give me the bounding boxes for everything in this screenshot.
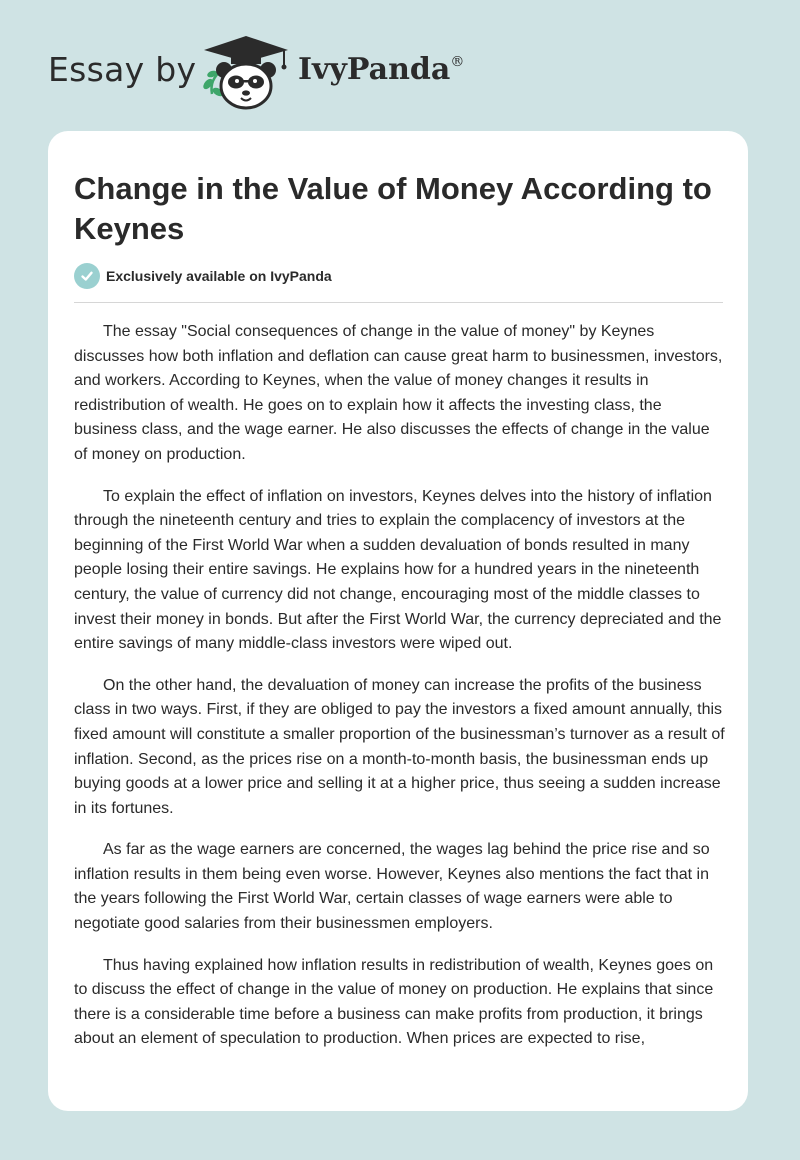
exclusive-badge-label: Exclusively available on IvyPanda — [106, 268, 332, 284]
paragraph: Thus having explained how inflation results in redistribution of wealth, Keynes goes on to discuss the effect of change in the value of money on production. He explains that since there is a considerable time before a business can make profits from production, it brings about an element of speculation to production. When prices are expected to rise, — [74, 956, 714, 1048]
article-body — [74, 320, 725, 1069]
site-header — [0, 0, 800, 130]
brand-name: IvyPanda — [298, 52, 451, 87]
article-card — [48, 131, 748, 1111]
article-title: Change in the Value of Money According to Keynes — [74, 171, 712, 246]
brand-logo[interactable] — [298, 52, 464, 87]
essay-by-label: Essay by — [48, 50, 197, 89]
paragraph: The essay "Social consequences of change in the value of money" by Keynes discusses how both inflation and deflation can cause great harm to businessmen, investors, and workers. According to Keynes, when the value of money changes it results in redistribution of wealth. He goes on to explain how it affects the investing class, the business class, and the wage earner. He also discusses the effects of change in the value of money on production. — [74, 323, 723, 463]
exclusive-badge — [74, 263, 332, 289]
paragraph: On the other hand, the devaluation of money can increase the profits of the business class in two ways. First, if they are obliged to pay the investors a fixed amount annually, this fixed amount will constitute a smaller proportion of the businessman’s turnover as a result of inflation. Second, as the prices rise on a month-to-month basis, the businessman ends up buying goods at a lower price and selling it at a higher price, thus seeing a sudden increase in its fortunes. — [74, 676, 725, 817]
check-icon — [74, 263, 100, 289]
divider — [74, 302, 723, 303]
paragraph: To explain the effect of inflation on investors, Keynes delves into the history of inflation through the nineteenth century and tries to explain the complacency of investors at the beginning of the First World War when a sudden devaluation of bonds resulted in many people losing their entire savings. He explains how for a hundred years in the nineteenth century, the value of currency did not change, encouraging most of the middle classes to invest their money in bonds. But after the First World War, the currency depreciated and the entire savings of many middle-class investors were wiped out. — [74, 487, 722, 653]
paragraph: As far as the wage earners are concerned, the wages lag behind the price rise and so inflation results in them being even worse. However, Keynes also mentions the fact that in the years following the First World War, certain classes of wage earners were able to negotiate good salaries from their businessmen employers. — [74, 841, 710, 933]
registered-mark: ® — [450, 54, 465, 70]
panda-graduate-icon[interactable] — [198, 34, 294, 112]
